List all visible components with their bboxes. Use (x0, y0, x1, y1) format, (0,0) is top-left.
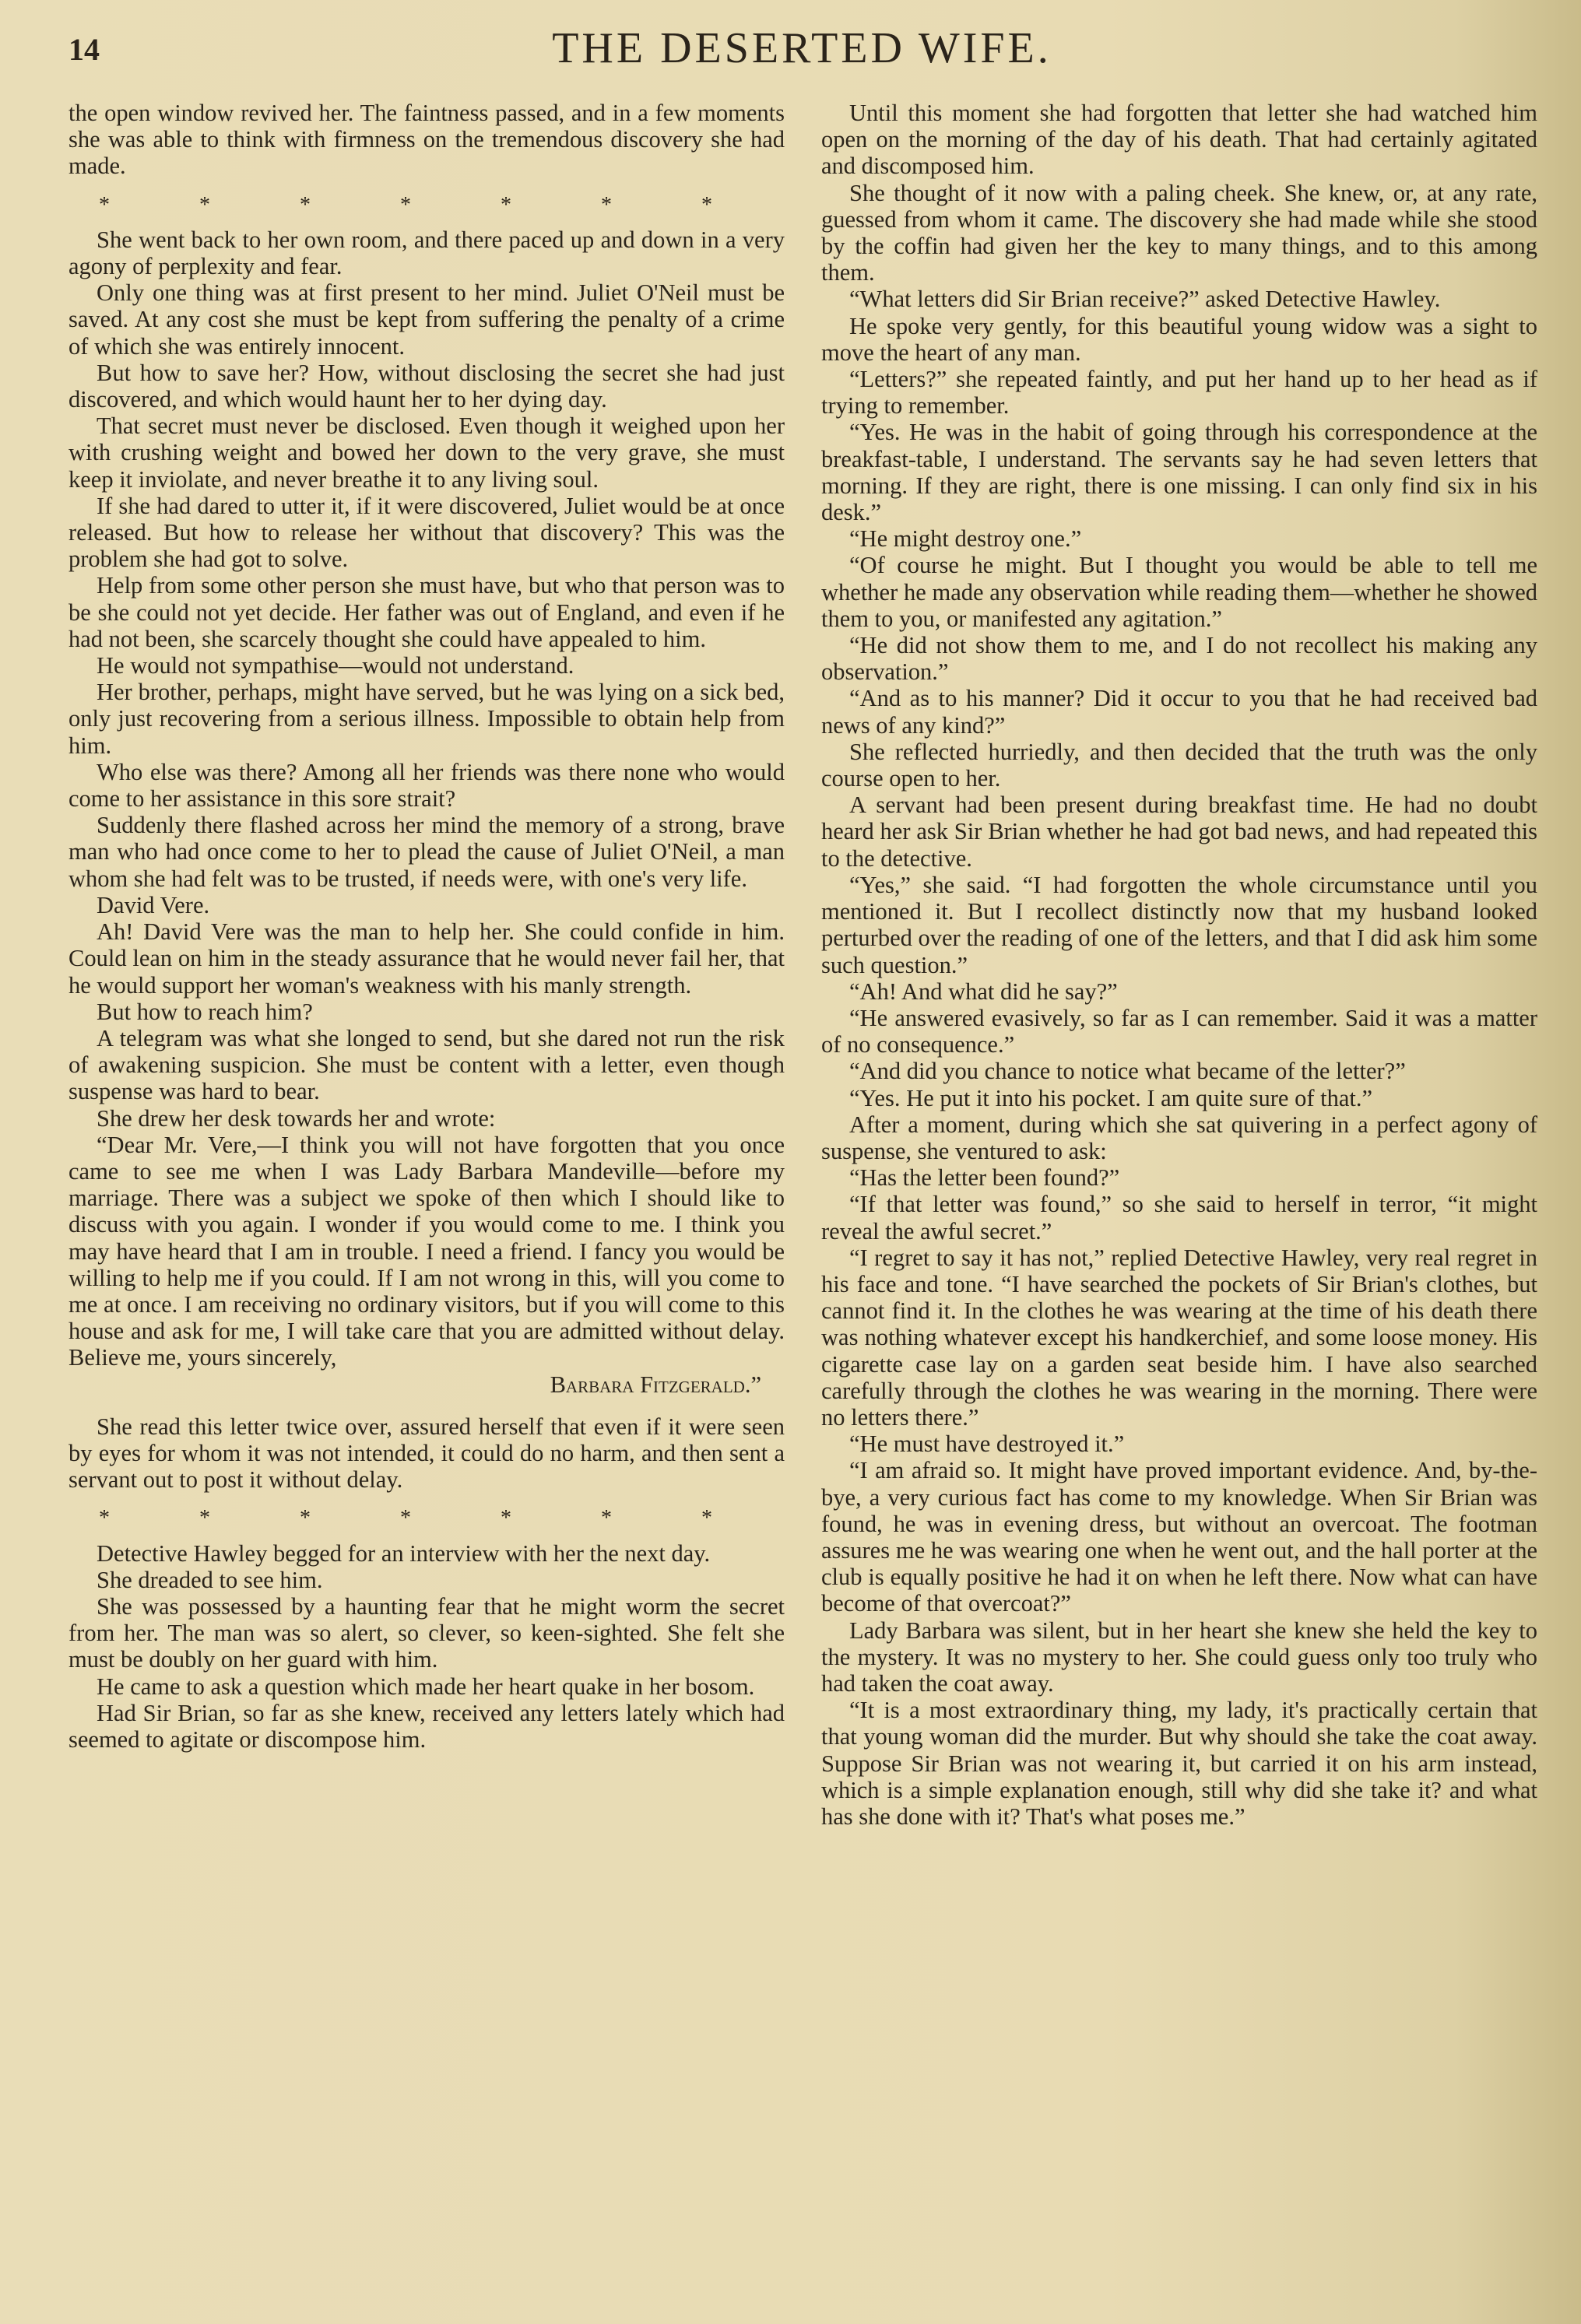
paragraph: “It is a most extraordinary thing, my lady, it's practically certain that that young woman did the murder. But why should she take the coat away. Suppose Sir Brian was not wearing it, but carried it on his arm instead, which is a simple explanation enough, still why did she take it? and what has she done with it? That's what poses me.” (821, 1697, 1537, 1830)
paragraph: Lady Barbara was silent, but in her heart she knew she held the key to the mystery. It was no mystery to her. She could guess only too truly who had taken the coat away. (821, 1617, 1537, 1697)
paragraph: “Letters?” she repeated faintly, and put her hand up to her head as if trying to remember. (821, 366, 1537, 420)
section-break: * * * * * * * (99, 192, 754, 217)
paragraph: He spoke very gently, for this beautiful young widow was a sight to move the heart of any man. (821, 312, 1537, 366)
paragraph: Ah! David Vere was the man to help her. She could confide in him. Could lean on him in the steady assurance that he would never fail her, that he would support her woman's weakness with his manly strength. (69, 918, 785, 999)
paragraph: “He might destroy one.” (849, 525, 1082, 553)
paragraph: She drew her desk towards her and wrote: (97, 1104, 496, 1132)
running-title: THE DESERTED WIFE. (552, 24, 1052, 72)
paragraph: Her brother, perhaps, might have served, but he was lying on a sick bed, only just recovering from a serious illness. Impossible to obtain help from him. (69, 679, 785, 759)
paragraph: David Vere. (97, 891, 210, 918)
right-column (821, 100, 1537, 1830)
paragraph: She read this letter twice over, assured herself that even if it were seen by eyes for whom it was not intended, it could do no harm, and then sent a servant out to post it without delay. (69, 1413, 785, 1494)
paragraph: Had Sir Brian, so far as she knew, received any letters lately which had seemed to agitate or discompose him. (69, 1699, 785, 1753)
paragraph: Help from some other person she must have, but who that person was to be she could not yet decide. Her father was out of England, and even if he had not been, she scarcely thought she could have appealed to him. (69, 572, 785, 652)
paragraph: “Yes. He put it into his pocket. I am quite sure of that.” (849, 1084, 1373, 1111)
spacer (69, 1398, 785, 1413)
page-number: 14 (69, 32, 100, 67)
paragraph: “And as to his manner? Did it occur to you that he had received bad news of any kind?” (821, 685, 1537, 739)
paragraph: That secret must never be disclosed. Even though it weighed upon her with crushing weight and bowed her down to the very grave, she must keep it inviolate, and never breathe it to any living soul. (69, 412, 785, 493)
page-header (62, 23, 1541, 78)
paragraph: But how to save her? How, without disclosing the secret she had just discovered, and which would haunt her to her dying day. (69, 359, 785, 413)
paragraph: He came to ask a question which made her heart quake in her bosom. (97, 1673, 755, 1700)
paragraph: “And did you chance to notice what became of the letter?” (849, 1058, 1406, 1085)
section-break: * * * * * * * (99, 1506, 754, 1531)
paragraph: A servant had been present during breakfast time. He had no doubt heard her ask Sir Brian whether he had got bad news, and had repeated this to the detective. (821, 792, 1537, 872)
paragraph: She reflected hurriedly, and then decided that the truth was the only course open to her. (821, 738, 1537, 792)
paragraph: “What letters did Sir Brian receive?” asked Detective Hawley. (849, 286, 1441, 313)
paragraph: Detective Hawley begged for an interview with her the next day. (97, 1539, 711, 1567)
paragraph: “He must have destroyed it.” (849, 1431, 1125, 1458)
paragraph: “Ah! And what did he say?” (849, 978, 1118, 1005)
paragraph: “I am afraid so. It might have proved important evidence. And, by-the-bye, a very curious fact has come to my knowledge. When Sir Brian was found, he was in evening dress, but without an overcoat. The footman assures me he was wearing one when he went out, and the hall porter at the club is equally positive he had it on when he left there. Now what can have become of that overcoat?” (821, 1457, 1537, 1617)
paragraph: After a moment, during which she sat quivering in a perfect agony of suspense, she ventured to ask: (821, 1111, 1537, 1164)
paragraph: Only one thing was at first present to her mind. Juliet O'Neil must be saved. At any cost she must be kept from suffering the penalty of a crime of which she was entirely innocent. (69, 279, 785, 360)
paragraph: the open window revived her. The faintness passed, and in a few moments she was able to think with firmness on the tremendous discovery she had made. (69, 100, 785, 180)
paragraph: She went back to her own room, and there paced up and down in a very agony of perplexity and fear. (69, 226, 785, 280)
paragraph: “He answered evasively, so far as I can remember. Said it was a matter of no consequence.” (821, 1004, 1537, 1058)
left-column (69, 100, 785, 1753)
paragraph: Who else was there? Among all her friends was there none who would come to her assistance in this sore strait? (69, 758, 785, 813)
paragraph: A telegram was what she longed to send, but she dared not run the risk of awakening suspicion. She must be content with a letter, even though suspense was hard to bear. (69, 1024, 785, 1105)
paragraph: “I regret to say it has not,” replied Detective Hawley, very real regret in his face and tone. “I have searched the pockets of Sir Brian's clothes, but cannot find it. In the clothes he was wearing at the time of his death there was nothing whatever except his handkerchief, and some loose money. His cigarette case lay on a garden seat beside him. I have also searched carefully through the clothes he was wearing in the morning. There were no letters there.” (821, 1244, 1537, 1431)
paragraph: “If that letter was found,” so she said to herself in terror, “it might reveal the awful secret.” (821, 1191, 1537, 1244)
paragraph: But how to reach him? (97, 998, 313, 1025)
paragraph: “Yes,” she said. “I had forgotten the whole circumstance until you mentioned it. But I recollect distinctly now that my husband looked perturbed over the reading of one of the letters, and that I did ask him some such question.” (821, 871, 1537, 978)
paragraph: Until this moment she had forgotten that letter she had watched him open on the morning of the day of his death. That had certainly agitated and discomposed him. (821, 100, 1537, 180)
paragraph: “Yes. He was in the habit of going through his correspondence at the breakfast-table, I understand. The servants say he had seven letters that morning. If they are right, there is one missing. I can only find six in his desk.” (821, 419, 1537, 526)
paragraph: She was possessed by a haunting fear that he might worm the secret from her. The man was so alert, so clever, so keen-sighted. She felt she must be doubly on her guard with him. (69, 1592, 785, 1673)
paragraph: “He did not show them to me, and I do not recollect his making any observation.” (821, 632, 1537, 686)
paragraph: She thought of it now with a paling cheek. She knew, or, at any rate, guessed from whom it came. The discovery she had made while she stood by the coffin had given her the key to many things, and to this among them. (821, 179, 1537, 286)
paragraph: If she had dared to utter it, if it were discovered, Juliet would be at once released. But how to release her without that discovery? This was the problem she had got to solve. (69, 492, 785, 573)
paragraph: He would not sympathise—would not understand. (97, 652, 574, 679)
letter-text: “Dear Mr. Vere,—I think you will not have forgotten that you once came to see me when I was Lady Barbara Mandeville—before my marriage. There was a subject we spoke of then which I should like to discuss with you again. I wonder if you would come to me. I think you may have heard that I am in trouble. I need a friend. I fancy you would be willing to help me if you could. If I am not wrong in this, will you come to me at once. I am receiving no ordinary visitors, but if you will come to this house and ask for me, I will take care that you are admitted without delay. Believe me, yours sincerely, (69, 1131, 785, 1371)
paragraph: Suddenly there flashed across her mind the memory of a strong, brave man who had once come to her to plead the cause of Juliet O'Neil, a man whom she had felt was to be trusted, if needs were, with one's very life. (69, 812, 785, 892)
paragraph: “Of course he might. But I thought you would be able to tell me whether he made any observation while reading them—whether he showed them to you, or manifested any agitation.” (821, 552, 1537, 632)
letter-signature: Barbara Fitzgerald.” (550, 1371, 761, 1398)
paragraph: She dreaded to see him. (97, 1566, 323, 1593)
paragraph: “Has the letter been found?” (849, 1164, 1120, 1192)
